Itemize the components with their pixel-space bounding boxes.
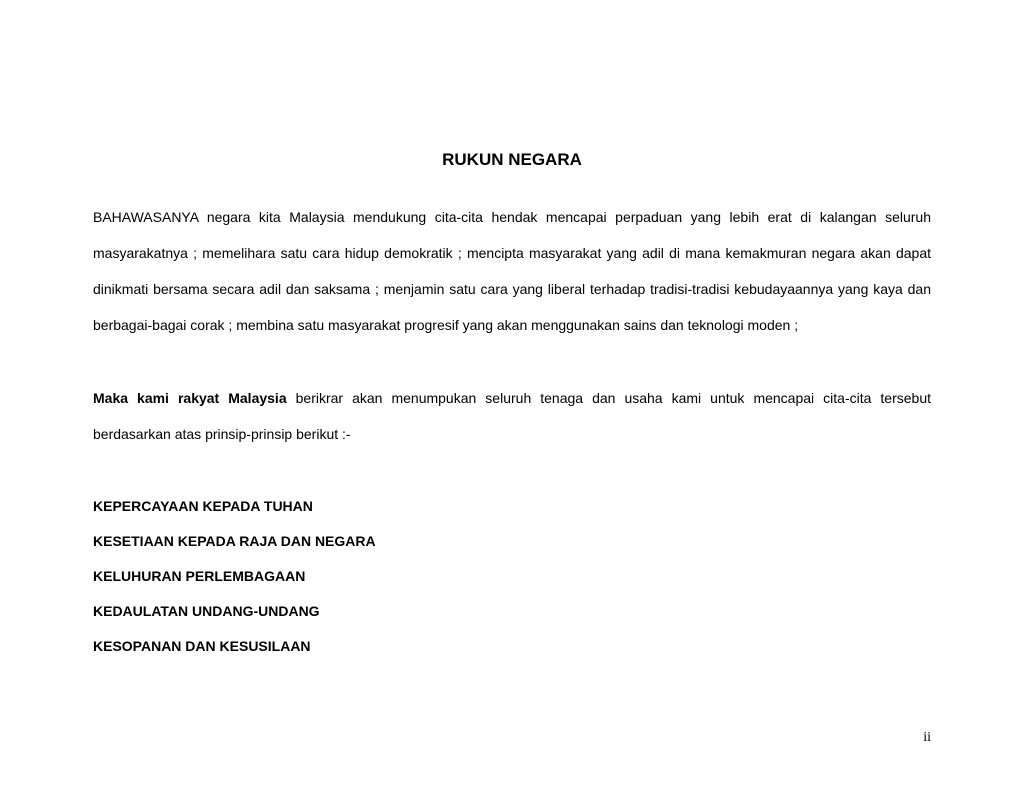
principles-list: [93, 489, 376, 664]
pledge-rest: berikrar akan menumpukan seluruh tenaga dan usaha kami untuk mencapai cita-cita tersebut berdasarkan atas prinsip-prinsip berikut :-: [93, 390, 931, 442]
principle-item: KESETIAAN KEPADA RAJA DAN NEGARA: [93, 533, 376, 549]
pledge-paragraph: [93, 380, 931, 452]
pledge-bold-lead: Maka kami rakyat Malaysia: [93, 390, 287, 406]
principle-item: KESOPANAN DAN KESUSILAAN: [93, 638, 311, 654]
principle-item: KEDAULATAN UNDANG-UNDANG: [93, 603, 320, 619]
page-number: ii: [923, 730, 931, 745]
page-title-text: RUKUN NEGARA: [442, 150, 582, 169]
page-title: [0, 149, 1024, 171]
principle-item: KELUHURAN PERLEMBAGAAN: [93, 568, 306, 584]
principle-item: KEPERCAYAAN KEPADA TUHAN: [93, 498, 313, 514]
preamble-paragraph: BAHAWASANYA negara kita Malaysia mendukung cita-cita hendak mencapai perpaduan yang lebih erat di kalangan seluruh masyarakatnya ; memelihara satu cara hidup demokratik ; mencipta masyarakat yang adil di mana kemakmuran negara akan dapat dinikmati bersama secara adil dan saksama ; menjamin satu cara yang liberal terhadap tradisi-tradisi kebudayaannya yang kaya dan berbagai-bagai corak ; membina satu masyarakat progresif yang akan menggunakan sains dan teknologi moden ;: [93, 209, 931, 333]
